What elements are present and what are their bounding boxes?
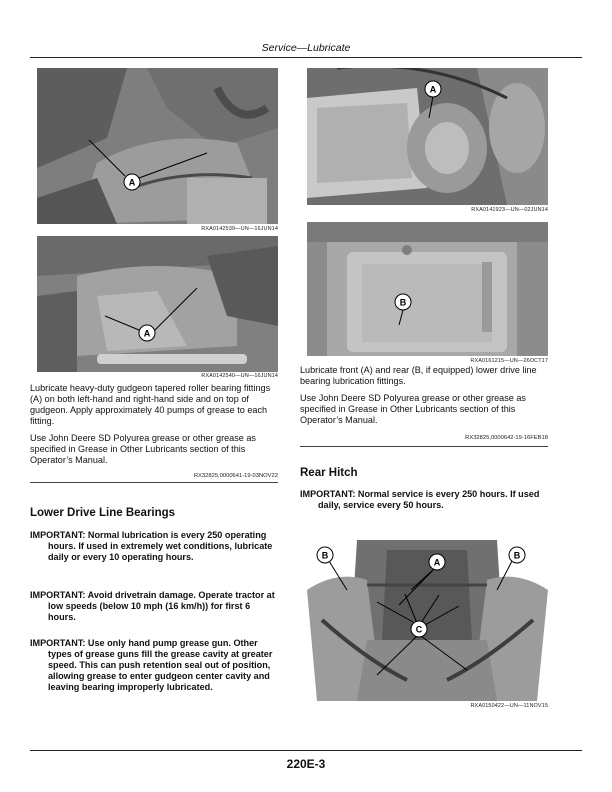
page-header-title: Service—Lubricate [261, 42, 351, 54]
callout-b-label: B [399, 297, 407, 308]
figure-id: RXA0141923—UN—02JUN14 [471, 207, 548, 213]
section-rule [300, 446, 548, 447]
header-rule [30, 57, 582, 58]
figure-id: RXA0161215—UN—26OCT17 [470, 358, 548, 364]
callout-b-label: B [513, 550, 521, 561]
figure-id: RXA0142540—UN—16JUN14 [201, 373, 278, 379]
drive-line-paragraph: Lubricate front (A) and rear (B, if equipped) lower drive line bearing lubrication fittings. [300, 365, 537, 386]
callout-a-label: A [128, 177, 136, 188]
callout-b-label: B [321, 550, 329, 561]
gudgeon-paragraph: Use John Deere SD Polyurea grease or other grease as specified in Grease in Other Lubricants section of this Operator’s Manual. [30, 433, 256, 465]
footer-rule [30, 750, 582, 751]
important-note: IMPORTANT: Normal lubrication is every 250 operating hours. If used in extremely wet conditions, lubricate daily or every 10 operating hours. [30, 530, 273, 562]
callout-a-label: A [433, 557, 441, 568]
important-note: IMPORTANT: Normal service is every 250 hours. If used daily, service every 50 hours. [300, 489, 540, 510]
figure-id: RXA0142539—UN—16JUN14 [201, 226, 278, 232]
reference-id: RX32825,0000642-19-16FEB18 [465, 435, 548, 441]
front-drive-line-bearing-photo [307, 68, 548, 205]
section-title: Rear Hitch [300, 467, 358, 479]
gudgeon-fittings-photo-2 [37, 236, 278, 372]
callout-c-label: C [415, 624, 423, 635]
important-note: IMPORTANT: Avoid drivetrain damage. Operate tractor at low speeds (below 10 mph (16 km/h)) for first 6 hours. [30, 590, 275, 622]
page-number: 220E-3 [286, 757, 326, 771]
callout-a-label: A [143, 328, 151, 339]
gudgeon-fittings-photo-1 [37, 68, 278, 224]
important-note: IMPORTANT: Use only hand pump grease gun. Other types of grease guns fill the grease cavity at greater speed. This can push retention seal out of position, allowing grease to enter gudgeon center cavity and leaving bearing improperly lubricated. [30, 638, 273, 692]
rear-drive-line-bearing-photo [307, 222, 548, 356]
figure-id: RXA0150422—UN—11NOV15 [470, 703, 548, 709]
gudgeon-paragraph: Lubricate heavy-duty gudgeon tapered roller bearing fittings (A) on both left-hand and right-hand side and on top of gudgeon. Apply approximately 40 pumps of grease to each fitting. [30, 383, 271, 426]
reference-id: RX32825,0000641-19-03NOV22 [193, 473, 278, 479]
section-rule [30, 482, 278, 483]
rear-hitch-photo [307, 530, 548, 701]
section-title: Lower Drive Line Bearings [30, 507, 176, 519]
callout-a-label: A [429, 84, 437, 95]
drive-line-paragraph: Use John Deere SD Polyurea grease or other grease as specified in Grease in Other Lubricants section of this Operator’s Manual. [300, 393, 526, 425]
